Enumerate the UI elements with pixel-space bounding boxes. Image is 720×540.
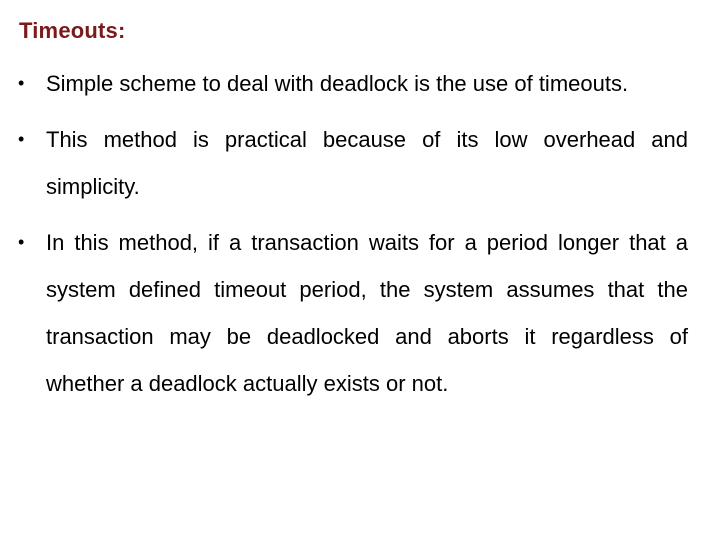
bullet-icon: • bbox=[18, 129, 25, 149]
bullet-list bbox=[18, 60, 688, 416]
bullet-text: In this method, if a transaction waits for a period longer that a system defined timeout period, the system assumes that the transaction may be deadlocked and aborts it regardless of whether a deadlock actually exists or not. bbox=[46, 230, 688, 396]
bullet-text: This method is practical because of its low overhead and simplicity. bbox=[46, 127, 688, 199]
bullet-text: Simple scheme to deal with deadlock is the use of timeouts. bbox=[46, 71, 629, 96]
slide-title: Timeouts: bbox=[19, 18, 126, 43]
bullet-item bbox=[18, 219, 688, 407]
bullet-icon: • bbox=[18, 232, 25, 252]
bullet-item bbox=[18, 116, 688, 210]
bullet-icon: • bbox=[18, 73, 25, 93]
bullet-item bbox=[18, 60, 688, 107]
